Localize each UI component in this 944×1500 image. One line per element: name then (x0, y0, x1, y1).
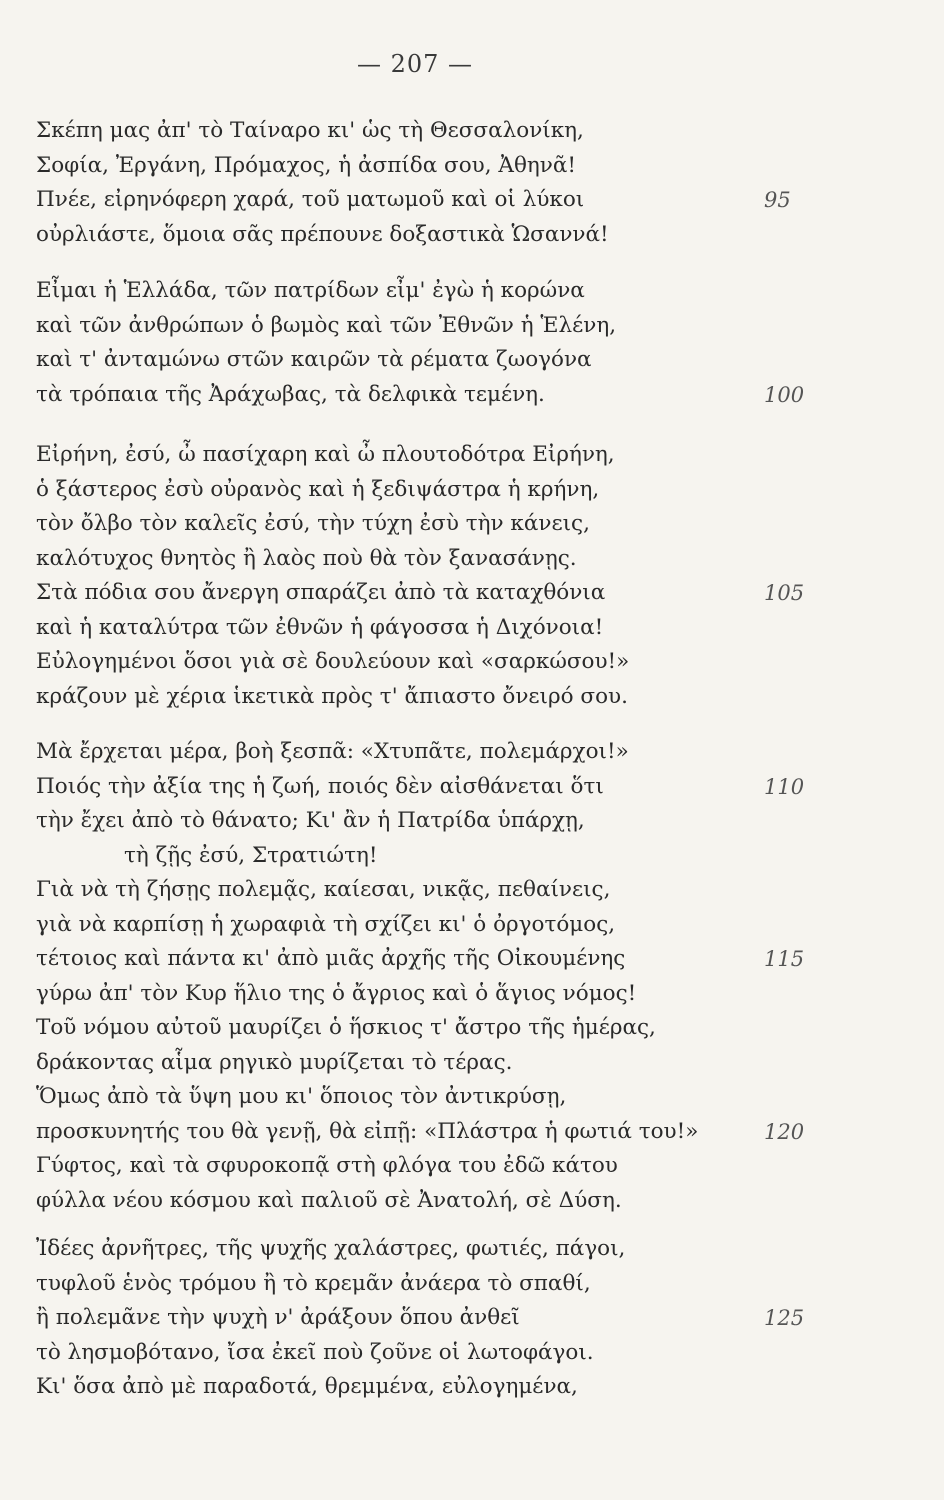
verse-line (36, 218, 816, 253)
verse-text: ὁ ξάστερος ἐσὺ οὐρανὸς καὶ ἡ ξεδιψάστρα ἡ κρήνη, (36, 476, 600, 502)
verse-text: Ἰδέες ἀρνῆτρες, τῆς ψυχῆς χαλάστρες, φωτιές, πάγοι, (36, 1236, 626, 1261)
verse-line (36, 804, 816, 839)
verse-line (36, 114, 816, 149)
verse-line (36, 1336, 816, 1371)
verse-line (36, 183, 816, 218)
verse-line (36, 1115, 816, 1150)
verse-line (36, 1370, 816, 1405)
verse-line (36, 343, 816, 378)
verse-text: τὴ ζῇς ἐσύ, Στρατιώτη! (124, 842, 378, 868)
verse-text: δράκοντας αἷμα ρηγικὸ μυρίζεται τὸ τέρας. (36, 1049, 513, 1075)
stanza (36, 274, 816, 412)
verse-line (36, 611, 816, 646)
verse-line (36, 1149, 816, 1184)
verse-line (36, 645, 816, 680)
verse-line (36, 680, 816, 715)
verse-text: Ποιός τὴν ἀξία της ἡ ζωή, ποιός δὲν αἰσθάνεται ὅτι (36, 773, 604, 799)
verse-text: τὴν ἔχει ἀπὸ τὸ θάνατο; Κι' ἂν ἡ Πατρίδα ὑπάρχῃ, (36, 808, 585, 833)
verse-line (36, 873, 816, 908)
verse-text: Τοῦ νόμου αὐτοῦ μαυρίζει ὁ ἥσκιος τ' ἄστρο τῆς ἡμέρας, (36, 1015, 656, 1040)
verse-text: καὶ τῶν ἀνθρώπων ὁ βωμὸς καὶ τῶν Ἐθνῶν ἡ Ἑλένη, (36, 312, 617, 338)
verse-text: τὸν ὄλβο τὸν καλεῖς ἐσύ, τὴν τύχη ἐσὺ τὴν κάνεις, (36, 511, 590, 536)
verse-line (36, 1232, 816, 1267)
verse-text: Στὰ πόδια σου ἄνεργη σπαράζει ἀπὸ τὰ καταχθόνια (36, 580, 606, 605)
verse-text: Μὰ ἔρχεται μέρα, βοὴ ξεσπᾶ: «Χτυπᾶτε, πολεμάρχοι!» (36, 739, 629, 764)
verse-text: γύρω ἀπ' τὸν Κυρ ἥλιο της ὁ ἄγριος καὶ ὁ ἅγιος νόμος! (36, 980, 637, 1006)
verse-text: τυφλοῦ ἑνὸς τρόμου ἢ τὸ κρεμᾶν ἀνάερα τὸ σπαθί, (36, 1270, 591, 1296)
verse-text: Σοφία, Ἐργάνη, Πρόμαχος, ἡ ἀσπίδα σου, Ἀθηνᾶ! (36, 152, 576, 178)
verse-line (36, 1267, 816, 1302)
verse-line (36, 1011, 816, 1046)
verse-line (36, 1080, 816, 1115)
stanza (36, 1232, 816, 1405)
verse-text: Κι' ὅσα ἀπὸ μὲ παραδοτά, θρεμμένα, εὐλογημένα, (36, 1374, 578, 1399)
verse-line (36, 309, 816, 344)
verse-line (36, 507, 816, 542)
line-number: 115 (764, 947, 805, 971)
verse-text: Εὐλογημένοι ὅσοι γιὰ σὲ δουλεύουν καὶ «σαρκώσου!» (36, 649, 630, 674)
verse-text: προσκυνητής του θὰ γενῇ, θὰ εἰπῇ: «Πλάστρα ἡ φωτιά του!» (36, 1118, 699, 1144)
verse-line (36, 378, 816, 413)
verse-text: Σκέπη μας ἀπ' τὸ Ταίναρο κι' ὡς τὴ Θεσσαλονίκη, (36, 118, 584, 143)
verse-text: Ὅμως ἀπὸ τὰ ὕψη μου κι' ὅποιος τὸν ἀντικρύσῃ, (36, 1084, 567, 1109)
verse-line (36, 735, 816, 770)
page-number: — 207 — (356, 50, 474, 78)
verse-line (36, 1046, 816, 1081)
verse-text: καὶ τ' ἀνταμώνω στῶν καιρῶν τὰ ρέματα ζωογόνα (36, 347, 592, 372)
verse-line (36, 977, 816, 1012)
verse-line (36, 1184, 816, 1219)
verse-text: Γύφτος, καὶ τὰ σφυροκοπᾷ στὴ φλόγα του ἐδῶ κάτου (36, 1153, 618, 1178)
verse-text: Γιὰ νὰ τὴ ζήσῃς πολεμᾷς, καίεσαι, νικᾷς, πεθαίνεις, (36, 877, 611, 902)
stanza (36, 438, 816, 714)
verse-line (36, 908, 816, 943)
stanza (36, 735, 816, 1218)
verse-text: καὶ ἡ καταλύτρα τῶν ἐθνῶν ἡ φάγοσσα ἡ Διχόνοια! (36, 614, 604, 640)
line-number: 125 (764, 1306, 805, 1330)
verse-text: Εἰρήνη, ἐσύ, ὦ πασίχαρη καὶ ὦ πλουτοδότρα Εἰρήνη, (36, 442, 615, 467)
verse-text: οὐρλιάστε, ὅμοια σᾶς πρέπουνε δοξαστικὰ Ὡσαννά! (36, 221, 609, 247)
verse-text: Πνέε, εἰρηνόφερη χαρά, τοῦ ματωμοῦ καὶ οἱ λύκοι (36, 187, 585, 212)
verse-text: Εἶμαι ἡ Ἑλλάδα, τῶν πατρίδων εἶμ' ἐγὼ ἡ κορώνα (36, 278, 585, 303)
verse-text: τὸ λησμοβότανο, ἴσα ἐκεῖ ποὺ ζοῦνε οἱ λωτοφάγοι. (36, 1339, 594, 1365)
line-number: 120 (764, 1119, 805, 1144)
verse-line (36, 473, 816, 508)
line-number: 105 (764, 581, 805, 605)
verse-line (36, 438, 816, 473)
verse-line (36, 149, 816, 184)
stanza (36, 114, 816, 252)
verse-text: τὰ τρόπαια τῆς Ἀράχωβας, τὰ δελφικὰ τεμένη. (36, 381, 545, 407)
verse-text: καλότυχος θνητὸς ἢ λαὸς ποὺ θὰ τὸν ξανασάνῃς. (36, 545, 577, 571)
verse-text: ἢ πολεμᾶνε τὴν ψυχὴ ν' ἀράξουν ὅπου ἀνθεῖ (36, 1305, 520, 1330)
verse-line (36, 274, 816, 309)
verse-text: τέτοιος καὶ πάντα κι' ἀπὸ μιᾶς ἀρχῆς τῆς Οἰκουμένης (36, 946, 626, 971)
verse-line (36, 576, 816, 611)
verse-line (36, 1301, 816, 1336)
verse-text: φύλλα νέου κόσμου καὶ παλιοῦ σὲ Ἀνατολή, σὲ Δύση. (36, 1187, 622, 1213)
verse-line (36, 542, 816, 577)
line-number: 100 (764, 382, 805, 407)
line-number: 110 (764, 774, 805, 799)
verse-line (36, 770, 816, 805)
line-number: 95 (764, 188, 791, 212)
verse-text: κράζουν μὲ χέρια ἱκετικὰ πρὸς τ' ἄπιαστο ὄνειρό σου. (36, 683, 628, 709)
verse-text: γιὰ νὰ καρπίσῃ ἡ χωραφιὰ τὴ σχίζει κι' ὁ ὀργοτόμος, (36, 911, 616, 937)
verse-line (36, 839, 816, 874)
verse-line (36, 942, 816, 977)
